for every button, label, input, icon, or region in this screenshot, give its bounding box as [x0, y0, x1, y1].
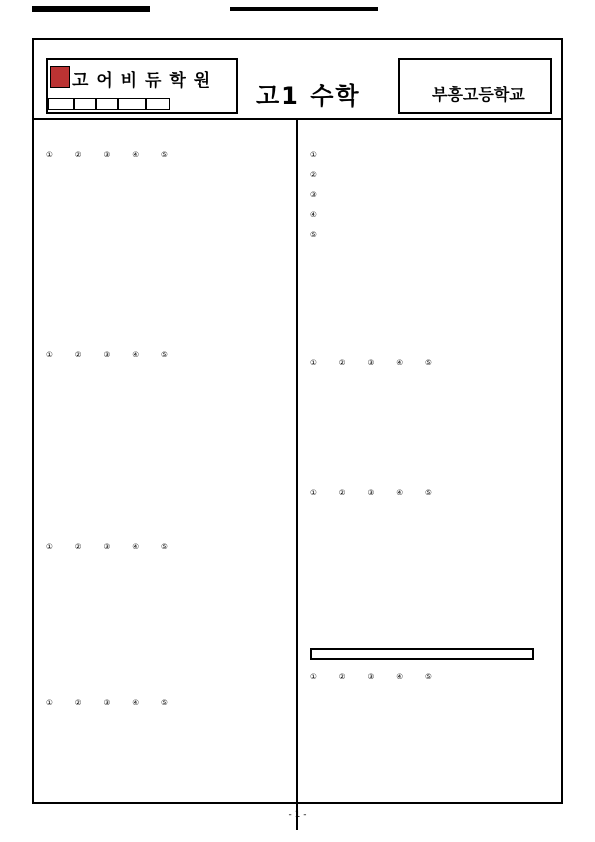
choice-list: [46, 148, 286, 161]
page-number: - 1 -: [288, 810, 307, 820]
question-5: [310, 138, 550, 241]
choice-3[interactable]: ③: [103, 542, 111, 551]
question-7: [310, 476, 550, 499]
academy-name: 고 어 비 듀 학 원: [72, 71, 212, 91]
choice-list: [310, 148, 550, 241]
exam-page: [32, 38, 563, 804]
info-cell: [74, 98, 96, 110]
choice-2[interactable]: ②: [74, 350, 82, 359]
info-cell: [146, 98, 170, 110]
choice-3[interactable]: ③: [367, 488, 375, 497]
choice-1[interactable]: ①: [310, 150, 317, 159]
column-divider: [296, 120, 298, 830]
student-info-grid: [48, 98, 170, 110]
choice-3[interactable]: ③: [103, 698, 111, 707]
question-4: [46, 686, 286, 709]
choice-2[interactable]: ②: [74, 698, 82, 707]
choice-1[interactable]: ①: [310, 488, 317, 497]
choice-1[interactable]: ①: [46, 150, 53, 159]
top-left-bar: [32, 6, 150, 12]
choice-3[interactable]: ③: [310, 190, 317, 199]
choice-1[interactable]: ①: [46, 698, 53, 707]
choice-1[interactable]: ①: [46, 542, 53, 551]
choice-2[interactable]: ②: [310, 170, 317, 179]
choice-2[interactable]: ②: [338, 672, 346, 681]
choice-list: [310, 486, 550, 499]
choice-4[interactable]: ④: [132, 350, 139, 359]
question-2: [46, 338, 286, 361]
choice-5[interactable]: ⑤: [160, 542, 168, 551]
choice-1[interactable]: ①: [310, 672, 317, 681]
exam-header: [34, 40, 561, 118]
choice-list: [46, 540, 286, 553]
choice-2[interactable]: ②: [74, 542, 82, 551]
choice-5[interactable]: ⑤: [310, 230, 317, 239]
choice-4[interactable]: ④: [132, 150, 139, 159]
question-3: [46, 530, 286, 553]
choice-2[interactable]: ②: [338, 358, 346, 367]
subject-title: 고1 수학: [256, 82, 361, 110]
choice-4[interactable]: ④: [396, 672, 403, 681]
school-name: 부흥고등학교: [432, 85, 525, 104]
choice-4[interactable]: ④: [132, 542, 139, 551]
choice-5[interactable]: ⑤: [424, 358, 432, 367]
info-cell: [118, 98, 146, 110]
choice-3[interactable]: ③: [103, 350, 111, 359]
choice-3[interactable]: ③: [367, 672, 375, 681]
choice-list: [46, 348, 286, 361]
choice-4[interactable]: ④: [396, 358, 403, 367]
top-center-bar: [230, 7, 378, 11]
choice-4[interactable]: ④: [396, 488, 403, 497]
choice-2[interactable]: ②: [338, 488, 346, 497]
choice-3[interactable]: ③: [103, 150, 111, 159]
choice-1[interactable]: ①: [310, 358, 317, 367]
choice-list: [310, 670, 550, 683]
choice-3[interactable]: ③: [367, 358, 375, 367]
choice-5[interactable]: ⑤: [160, 350, 168, 359]
choice-1[interactable]: ①: [46, 350, 53, 359]
choice-5[interactable]: ⑤: [160, 150, 168, 159]
choice-5[interactable]: ⑤: [424, 488, 432, 497]
info-cell: [96, 98, 118, 110]
choice-list: [310, 356, 550, 369]
info-cell: [48, 98, 74, 110]
question-6: [310, 346, 550, 369]
choice-4[interactable]: ④: [310, 210, 317, 219]
question-8: [310, 636, 550, 683]
choice-list: [46, 696, 286, 709]
condition-box: [310, 648, 534, 660]
choice-4[interactable]: ④: [132, 698, 139, 707]
academy-logo-icon: [50, 66, 70, 88]
question-1: [46, 138, 286, 161]
choice-2[interactable]: ②: [74, 150, 82, 159]
choice-5[interactable]: ⑤: [160, 698, 168, 707]
choice-5[interactable]: ⑤: [424, 672, 432, 681]
